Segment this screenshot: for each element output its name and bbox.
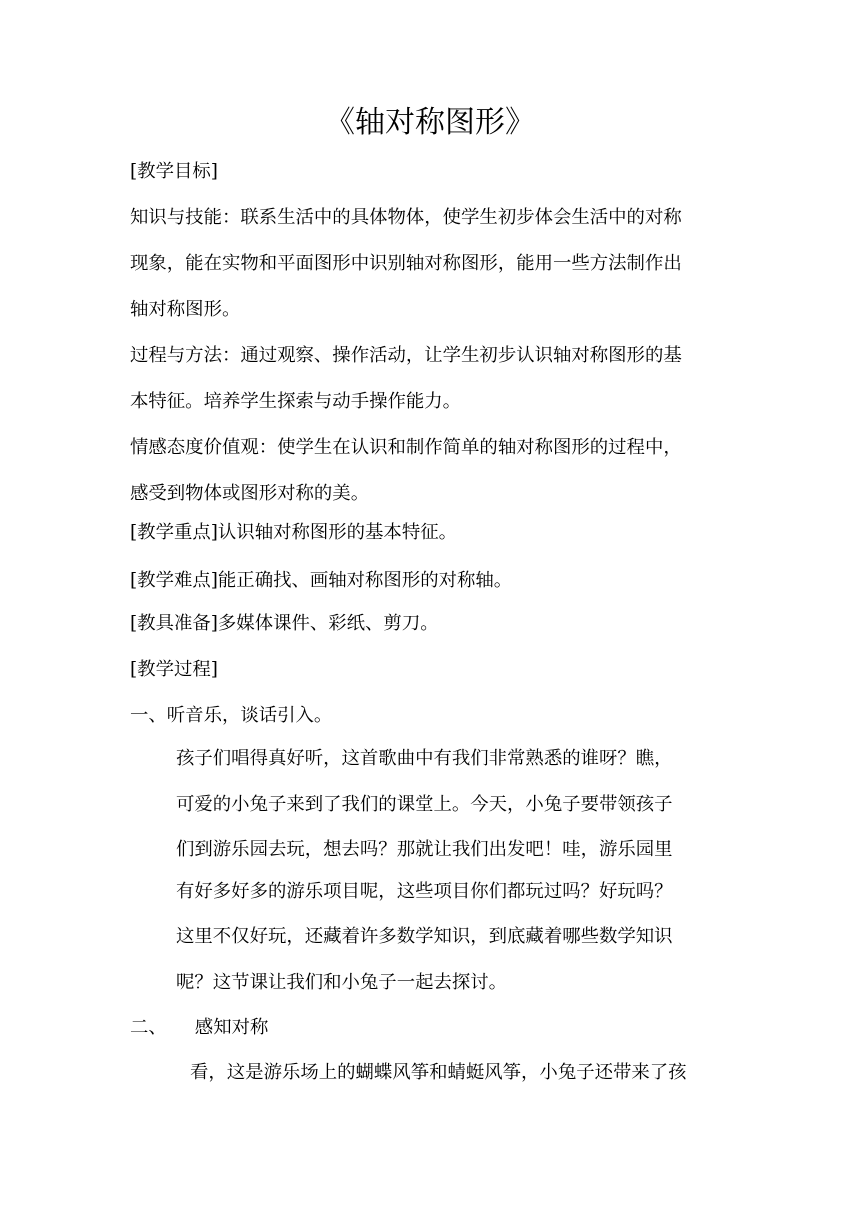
paragraph-line: 们到游乐园去玩，想去吗？那就让我们出发吧！哇，游乐园里 [176,839,673,860]
paragraph-line: 可爱的小兔子来到了我们的课堂上。今天，小兔子要带领孩子 [176,794,673,815]
section-one-heading: 一、听音乐，谈话引入。 [130,705,333,726]
paragraph-line: 现象，能在实物和平面图形中识别轴对称图形，能用一些方法制作出 [130,253,682,274]
paragraph-line: 感受到物体或图形对称的美。 [130,483,370,504]
document-title: 《轴对称图形》 [325,105,535,140]
heading-teaching-goals: [教学目标] [130,161,218,182]
section-two-number: 二、 [130,1017,167,1038]
paragraph-line: 情感态度价值观：使学生在认识和制作简单的轴对称图形的过程中， [130,437,682,458]
paragraph-line: 孩子们唱得真好听，这首歌曲中有我们非常熟悉的谁呀？瞧， [176,748,673,769]
paragraph-line: 呢？这节课让我们和小兔子一起去探讨。 [176,972,508,993]
paragraph-line: 看，这是游乐场上的蝴蝶风筝和蜻蜓风筝，小兔子还带来了孩 [190,1062,687,1083]
paragraph-line: 轴对称图形。 [130,299,241,320]
section-two-heading [130,1013,268,1043]
section-two-title: 感知对称 [194,1017,269,1038]
teaching-aids-line: [教具准备]多媒体课件、彩纸、剪刀。 [130,613,439,634]
paragraph-line: 这里不仅好玩，还藏着许多数学知识，到底藏着哪些数学知识 [176,926,673,947]
paragraph-line: 有好多好多的游乐项目呢，这些项目你们都玩过吗？好玩吗？ [176,881,673,902]
heading-teaching-process: [教学过程] [130,659,218,680]
paragraph-line: 过程与方法：通过观察、操作活动，让学生初步认识轴对称图形的基 [130,345,682,366]
difficult-points-line: [教学难点]能正确找、画轴对称图形的对称轴。 [130,570,513,591]
key-points-line: [教学重点]认识轴对称图形的基本特征。 [130,522,457,543]
paragraph-line: 知识与技能：联系生活中的具体物体，使学生初步体会生活中的对称 [130,207,682,228]
paragraph-line: 本特征。培养学生探索与动手操作能力。 [130,391,462,412]
